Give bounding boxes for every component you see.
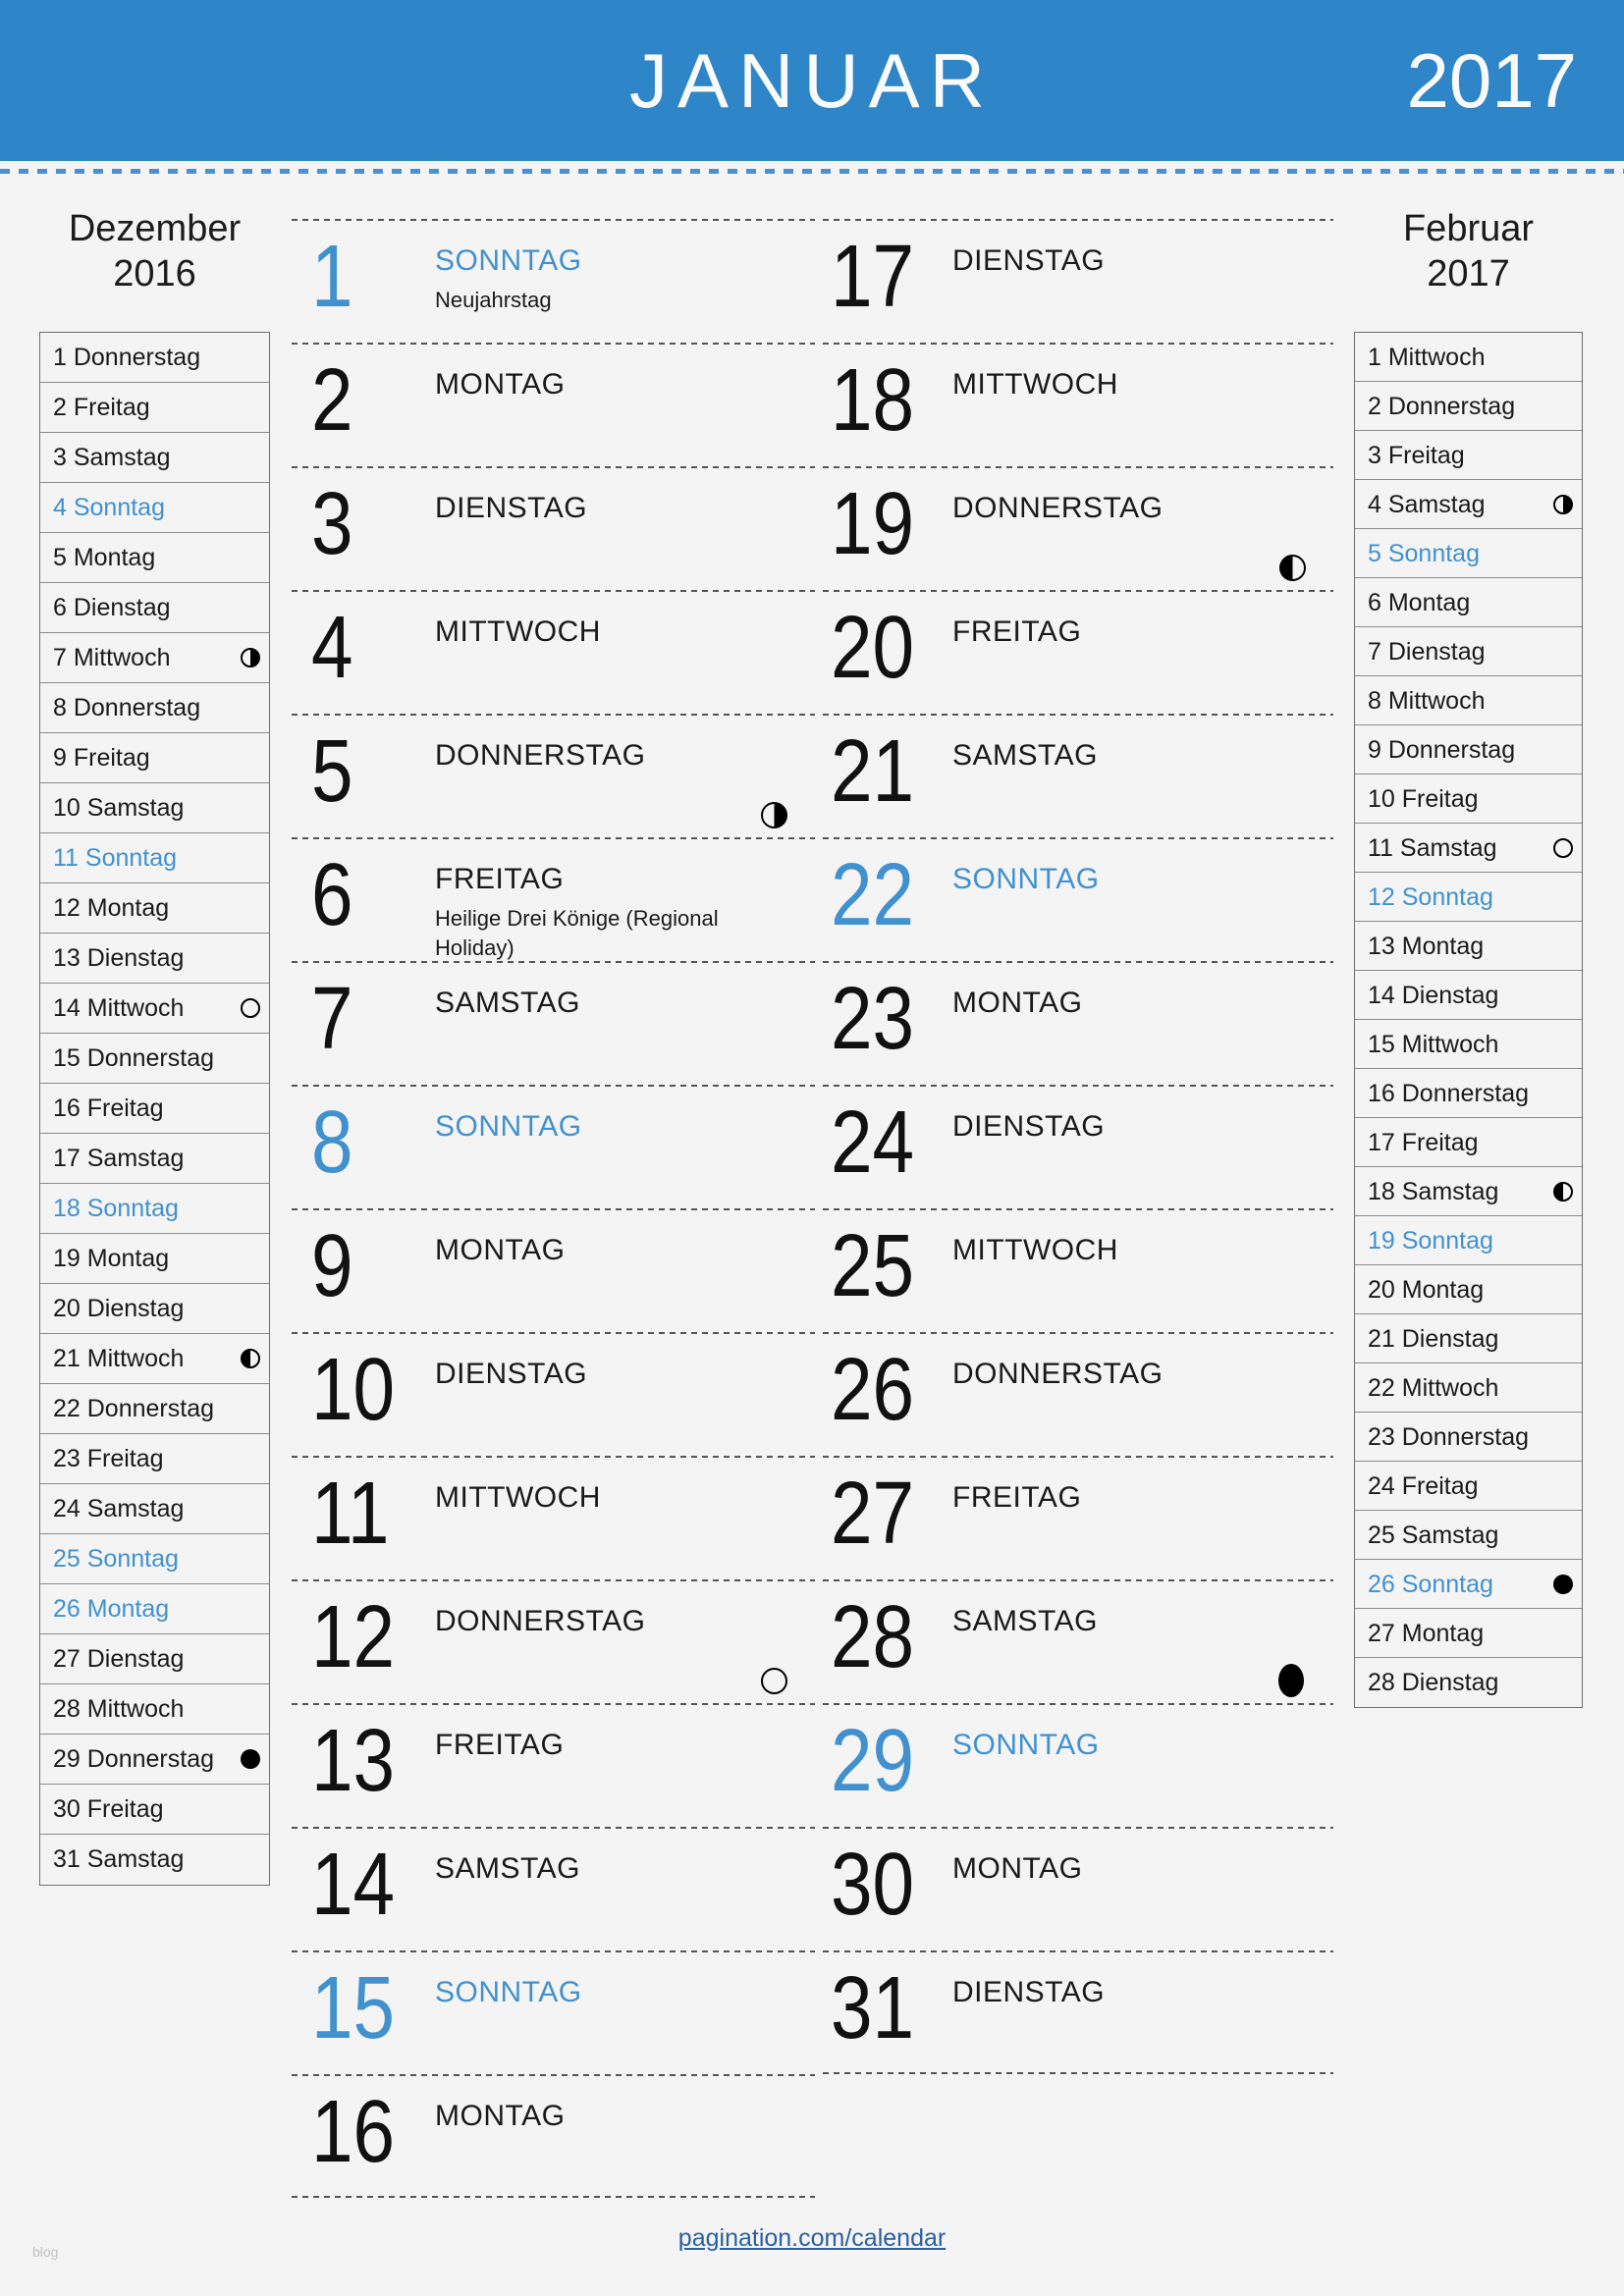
prev-month-name: Dezember <box>68 208 242 249</box>
mini-day-label: 28 Mittwoch <box>53 1695 185 1723</box>
mini-day-label: 31 Samstag <box>53 1845 185 1873</box>
day-row <box>292 1579 815 1703</box>
mini-day-row <box>40 1534 269 1584</box>
mini-day-label: 27 Montag <box>1368 1620 1485 1647</box>
mini-day-row <box>40 1334 269 1384</box>
weekday-label: FREITAG <box>952 1481 1082 1514</box>
day-row <box>823 1085 1333 1208</box>
weekday-label: MITTWOCH <box>435 1481 601 1514</box>
mini-day-label: 6 Dienstag <box>53 594 171 621</box>
footer <box>0 2224 1624 2253</box>
day-number: 3 <box>311 475 353 573</box>
mini-day-row <box>40 1684 269 1735</box>
mini-day-row <box>1355 1658 1582 1707</box>
mini-day-row <box>40 1384 269 1434</box>
mini-day-row <box>40 1234 269 1284</box>
mini-day-label: 1 Donnerstag <box>53 344 201 371</box>
mini-day-label: 12 Montag <box>53 894 170 922</box>
mini-day-label: 4 Samstag <box>1368 491 1486 518</box>
header-divider-dashes <box>0 169 1624 174</box>
day-number: 27 <box>831 1465 915 1563</box>
weekday-label: DONNERSTAG <box>952 492 1164 524</box>
mini-day-row <box>40 1785 269 1835</box>
holiday-label: Neujahrstag <box>435 288 552 312</box>
mini-day-row <box>40 934 269 984</box>
mini-day-row <box>40 1584 269 1634</box>
day-number: 21 <box>831 722 915 821</box>
day-number: 26 <box>831 1341 915 1439</box>
mini-day-label: 13 Dienstag <box>53 944 185 972</box>
mini-day-row <box>1355 1413 1582 1462</box>
mini-day-label: 27 Dienstag <box>53 1645 185 1673</box>
day-number: 20 <box>831 599 915 697</box>
mini-day-row <box>1355 1314 1582 1363</box>
weekday-label: SONNTAG <box>435 1976 582 2008</box>
day-row <box>292 219 815 343</box>
mini-day-row <box>40 433 269 483</box>
day-number: 8 <box>311 1094 353 1192</box>
mini-day-label: 7 Dienstag <box>1368 638 1486 666</box>
weekday-label: MONTAG <box>435 368 566 400</box>
day-row <box>823 1827 1333 1950</box>
mini-day-label: 18 Sonntag <box>53 1195 179 1222</box>
mini-day-row <box>1355 824 1582 873</box>
day-row <box>823 590 1333 714</box>
day-row <box>823 219 1333 343</box>
moon-phase-last-quarter-icon <box>1279 555 1306 581</box>
mini-day-row <box>40 733 269 783</box>
mini-day-label: 3 Samstag <box>53 444 171 471</box>
day-row <box>823 1579 1333 1703</box>
day-number: 16 <box>311 2083 396 2181</box>
day-number: 14 <box>311 1836 396 1934</box>
weekday-label: DONNERSTAG <box>435 739 646 772</box>
day-row <box>292 1332 815 1456</box>
mini-day-label: 26 Montag <box>53 1595 170 1623</box>
page-title-year: 2017 <box>1406 36 1577 124</box>
mini-day-label: 10 Freitag <box>1368 785 1479 813</box>
day-number: 24 <box>831 1094 915 1192</box>
day-row <box>823 343 1333 466</box>
mini-day-row <box>1355 676 1582 725</box>
main-grid-left-column <box>292 219 815 2198</box>
mini-day-row <box>40 333 269 383</box>
day-row <box>292 1703 815 1827</box>
day-number: 31 <box>831 1959 915 2057</box>
day-row <box>823 714 1333 837</box>
mini-day-label: 15 Donnerstag <box>53 1044 215 1072</box>
day-row <box>823 1950 1333 2074</box>
mini-day-row <box>1355 774 1582 824</box>
day-number: 28 <box>831 1588 915 1686</box>
page-title-month: JANUAR <box>628 36 996 124</box>
weekday-label: SAMSTAG <box>952 1605 1098 1637</box>
mini-day-row <box>1355 725 1582 774</box>
weekday-label: DIENSTAG <box>435 1358 588 1390</box>
mini-day-label: 13 Montag <box>1368 933 1485 960</box>
mini-day-row <box>1355 1462 1582 1511</box>
prev-month-title <box>39 206 270 297</box>
mini-day-row <box>1355 1265 1582 1314</box>
mini-day-row <box>1355 627 1582 676</box>
mini-day-label: 16 Freitag <box>53 1095 164 1122</box>
day-number: 15 <box>311 1959 396 2057</box>
weekday-label: MITTWOCH <box>952 368 1118 400</box>
mini-day-label: 24 Freitag <box>1368 1472 1479 1500</box>
day-number: 22 <box>831 846 915 944</box>
mini-day-row <box>40 1134 269 1184</box>
moon-phase-full-icon <box>1553 838 1573 858</box>
mini-day-row <box>40 533 269 583</box>
mini-day-label: 19 Montag <box>53 1245 170 1272</box>
mini-day-row <box>1355 1216 1582 1265</box>
day-number: 23 <box>831 970 915 1068</box>
day-row <box>823 1456 1333 1579</box>
prev-month-year: 2016 <box>113 253 196 295</box>
day-row <box>292 961 815 1085</box>
day-number: 11 <box>311 1465 390 1563</box>
mini-day-label: 4 Sonntag <box>53 494 165 521</box>
weekday-label: SAMSTAG <box>435 1852 580 1885</box>
weekday-label: MITTWOCH <box>435 615 601 648</box>
mini-day-row <box>40 483 269 533</box>
day-row <box>292 1827 815 1950</box>
mini-day-label: 3 Freitag <box>1368 442 1465 469</box>
day-number: 5 <box>311 722 353 821</box>
mini-day-row <box>40 583 269 633</box>
day-row <box>292 714 815 837</box>
mini-day-label: 6 Montag <box>1368 589 1471 616</box>
day-row <box>292 2074 815 2198</box>
mini-day-label: 8 Donnerstag <box>53 694 201 721</box>
mini-day-row <box>40 1184 269 1234</box>
next-month-name: Februar <box>1402 208 1535 249</box>
weekday-label: MONTAG <box>435 2100 566 2132</box>
mini-day-row <box>40 1034 269 1084</box>
moon-phase-last-quarter-icon <box>1553 1182 1573 1201</box>
mini-day-label: 17 Samstag <box>53 1145 185 1172</box>
footer-link[interactable]: pagination.com/calendar <box>677 2224 947 2252</box>
moon-phase-first-quarter-icon <box>761 802 787 828</box>
weekday-label: SONNTAG <box>952 863 1100 895</box>
day-number: 18 <box>831 351 915 450</box>
mini-day-label: 14 Dienstag <box>1368 982 1499 1009</box>
mini-day-label: 23 Donnerstag <box>1368 1423 1530 1451</box>
day-number: 25 <box>831 1217 915 1315</box>
day-number: 17 <box>831 228 915 326</box>
mini-day-label: 5 Montag <box>53 544 156 571</box>
weekday-label: FREITAG <box>435 863 565 895</box>
moon-phase-first-quarter-icon <box>1553 495 1573 514</box>
day-row <box>292 1208 815 1332</box>
mini-day-row <box>40 1084 269 1134</box>
mini-day-row <box>1355 1363 1582 1413</box>
weekday-label: DONNERSTAG <box>952 1358 1164 1390</box>
mini-day-row <box>40 1634 269 1684</box>
mini-day-label: 9 Donnerstag <box>1368 736 1516 764</box>
day-row <box>292 1085 815 1208</box>
mini-day-label: 5 Sonntag <box>1368 540 1480 567</box>
day-number: 2 <box>311 351 353 450</box>
mini-day-label: 12 Sonntag <box>1368 883 1493 911</box>
weekday-label: DONNERSTAG <box>435 1605 646 1637</box>
mini-day-label: 22 Donnerstag <box>53 1395 215 1422</box>
day-number: 7 <box>311 970 353 1068</box>
weekday-label: FREITAG <box>952 615 1082 648</box>
day-row <box>823 466 1333 590</box>
main-grid-right-column <box>823 219 1333 2074</box>
day-row <box>823 1703 1333 1827</box>
mini-day-row <box>40 1284 269 1334</box>
mini-day-row <box>1355 1511 1582 1560</box>
moon-phase-new-icon <box>241 1749 260 1769</box>
mini-day-label: 9 Freitag <box>53 744 150 772</box>
mini-day-row <box>40 633 269 683</box>
holiday-label: Heilige Drei Könige (Regional Holiday) <box>435 906 719 960</box>
weekday-label: SAMSTAG <box>952 739 1098 772</box>
moon-phase-new-icon <box>1278 1664 1304 1697</box>
day-row <box>823 961 1333 1085</box>
weekday-label: MONTAG <box>435 1234 566 1266</box>
mini-day-label: 26 Sonntag <box>1368 1571 1493 1598</box>
moon-phase-first-quarter-icon <box>241 648 260 667</box>
mini-day-row <box>1355 529 1582 578</box>
day-row <box>292 1950 815 2074</box>
mini-day-row <box>1355 1609 1582 1658</box>
mini-day-row <box>40 383 269 433</box>
mini-day-label: 17 Freitag <box>1368 1129 1479 1156</box>
mini-day-row <box>40 1835 269 1885</box>
weekday-label: SONNTAG <box>435 1110 582 1143</box>
mini-day-label: 28 Dienstag <box>1368 1669 1499 1696</box>
moon-phase-new-icon <box>1553 1575 1573 1594</box>
mini-day-row <box>1355 1020 1582 1069</box>
next-month-panel <box>1354 332 1583 1708</box>
mini-day-row <box>40 833 269 883</box>
mini-day-label: 11 Samstag <box>1368 834 1497 862</box>
day-row <box>292 466 815 590</box>
day-row <box>823 837 1333 961</box>
moon-phase-full-icon <box>241 998 260 1018</box>
mini-day-row <box>1355 431 1582 480</box>
mini-day-label: 29 Donnerstag <box>53 1745 215 1773</box>
day-number: 9 <box>311 1217 353 1315</box>
mini-day-label: 8 Mittwoch <box>1368 687 1486 715</box>
mini-day-label: 1 Mittwoch <box>1368 344 1486 371</box>
mini-day-label: 2 Freitag <box>53 394 150 421</box>
day-number: 29 <box>831 1712 915 1810</box>
mini-day-label: 18 Samstag <box>1368 1178 1499 1205</box>
weekday-label: DIENSTAG <box>435 492 588 524</box>
mini-day-row <box>40 984 269 1034</box>
mini-day-row <box>1355 382 1582 431</box>
mini-day-row <box>1355 922 1582 971</box>
weekday-label: DIENSTAG <box>952 244 1106 277</box>
next-month-year: 2017 <box>1427 253 1510 295</box>
moon-phase-last-quarter-icon <box>241 1349 260 1368</box>
day-row <box>292 1456 815 1579</box>
day-number: 12 <box>311 1588 396 1686</box>
mini-day-label: 14 Mittwoch <box>53 994 185 1022</box>
day-row <box>823 1208 1333 1332</box>
mini-day-label: 23 Freitag <box>53 1445 164 1472</box>
mini-day-label: 7 Mittwoch <box>53 644 171 671</box>
day-number: 13 <box>311 1712 396 1810</box>
day-number: 6 <box>311 846 353 944</box>
mini-day-row <box>40 1434 269 1484</box>
moon-phase-full-icon <box>761 1668 787 1694</box>
mini-day-label: 15 Mittwoch <box>1368 1031 1499 1058</box>
mini-day-row <box>1355 333 1582 382</box>
day-number: 1 <box>311 228 353 326</box>
mini-day-row <box>1355 1069 1582 1118</box>
mini-day-row <box>1355 480 1582 529</box>
day-number: 30 <box>831 1836 915 1934</box>
mini-day-label: 25 Samstag <box>1368 1522 1499 1549</box>
weekday-label: FREITAG <box>435 1729 565 1761</box>
weekday-label: SONNTAG <box>435 244 582 277</box>
mini-day-label: 10 Samstag <box>53 794 185 822</box>
weekday-label: DIENSTAG <box>952 1110 1106 1143</box>
watermark-text: blog <box>32 2244 59 2260</box>
mini-day-row <box>1355 971 1582 1020</box>
mini-day-label: 25 Sonntag <box>53 1545 179 1573</box>
weekday-label: MITTWOCH <box>952 1234 1118 1266</box>
weekday-label: DIENSTAG <box>952 1976 1106 2008</box>
next-month-title <box>1354 206 1583 297</box>
mini-day-label: 22 Mittwoch <box>1368 1374 1499 1402</box>
day-row <box>823 1332 1333 1456</box>
mini-day-label: 21 Dienstag <box>1368 1325 1499 1353</box>
mini-day-row <box>40 1735 269 1785</box>
day-row <box>292 343 815 466</box>
mini-day-label: 19 Sonntag <box>1368 1227 1493 1255</box>
weekday-label: MONTAG <box>952 1852 1083 1885</box>
mini-day-row <box>1355 1118 1582 1167</box>
mini-day-label: 2 Donnerstag <box>1368 393 1516 420</box>
mini-day-row <box>1355 873 1582 922</box>
mini-day-row <box>1355 1167 1582 1216</box>
weekday-label: MONTAG <box>952 987 1083 1019</box>
mini-day-label: 20 Dienstag <box>53 1295 185 1322</box>
mini-day-label: 21 Mittwoch <box>53 1345 185 1372</box>
day-row <box>292 590 815 714</box>
mini-day-label: 24 Samstag <box>53 1495 185 1522</box>
mini-day-row <box>1355 578 1582 627</box>
mini-day-row <box>40 683 269 733</box>
weekday-label: SAMSTAG <box>435 987 580 1019</box>
mini-day-label: 16 Donnerstag <box>1368 1080 1530 1107</box>
mini-day-row <box>40 783 269 833</box>
day-number: 19 <box>831 475 915 573</box>
mini-day-label: 20 Montag <box>1368 1276 1485 1304</box>
mini-day-row <box>1355 1560 1582 1609</box>
weekday-label: SONNTAG <box>952 1729 1100 1761</box>
day-number: 10 <box>311 1341 396 1439</box>
mini-day-label: 30 Freitag <box>53 1795 164 1823</box>
mini-day-row <box>40 1484 269 1534</box>
mini-day-row <box>40 883 269 934</box>
day-number: 4 <box>311 599 353 697</box>
prev-month-panel <box>39 332 270 1886</box>
day-row <box>292 837 815 961</box>
mini-day-label: 11 Sonntag <box>53 844 178 872</box>
